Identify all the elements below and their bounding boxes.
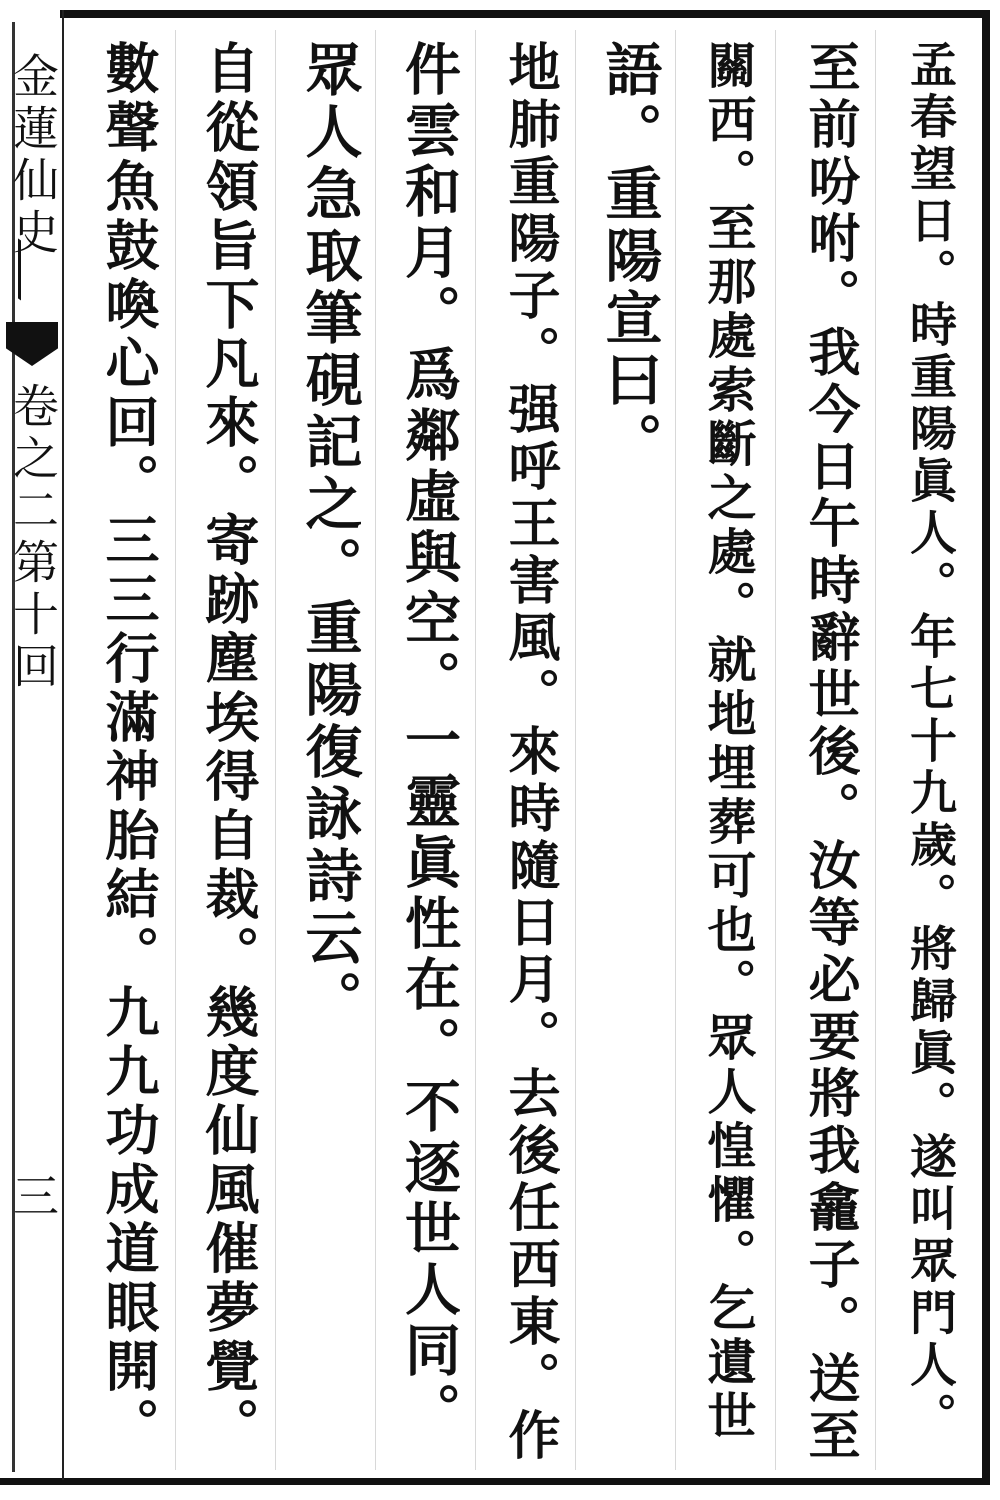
text-column-8: 自從領旨下凡來。寄跡塵埃得自裁。幾度仙風催夢覺。 xyxy=(197,40,261,1456)
text-column-1: 孟春望日。時重陽眞人。年七十九歲。將歸眞。遂叫眾門人。 xyxy=(902,40,957,1444)
text-column-5: 地肺重陽子。强呼王害風。來時隨日月。去後任西東。作 xyxy=(499,40,560,1465)
text-column-2: 至前吩咐。我今日午時辭世後。汝等必要將我龕子。送至 xyxy=(799,40,860,1465)
text-column-6: 件雲和月。爲鄰虛與空。一靈眞性在。不逐世人同。 xyxy=(396,40,462,1443)
page-number: 三 xyxy=(6,1172,60,1224)
column-rule xyxy=(575,30,576,1470)
page-margin-strip xyxy=(0,22,58,1472)
text-column-4: 語。重陽宣曰。 xyxy=(596,40,663,474)
page-border-left xyxy=(62,10,64,1480)
column-rule xyxy=(675,30,676,1470)
text-column-3: 關西。至那處索斷之處。就地埋葬可也。眾人惶懼。乞遺世 xyxy=(700,40,758,1444)
column-rule xyxy=(175,30,176,1470)
text-column-7: 眾人急取筆硯記之。重陽復詠詩云。 xyxy=(296,40,363,1032)
text-column-9: 數聲魚鼓喚心回。三三行滿神胎結。九九功成道眼開。 xyxy=(97,40,161,1456)
column-rule xyxy=(375,30,376,1470)
book-title: 金蓮仙史 xyxy=(6,52,60,260)
chapter-label: 卷之二第十回 xyxy=(6,382,60,694)
page-border-right xyxy=(982,10,990,1485)
page-border-bottom xyxy=(0,1478,990,1485)
page-border-top xyxy=(60,10,990,18)
column-rule xyxy=(475,30,476,1470)
column-rule xyxy=(875,30,876,1470)
column-rule xyxy=(275,30,276,1470)
column-rule xyxy=(775,30,776,1470)
